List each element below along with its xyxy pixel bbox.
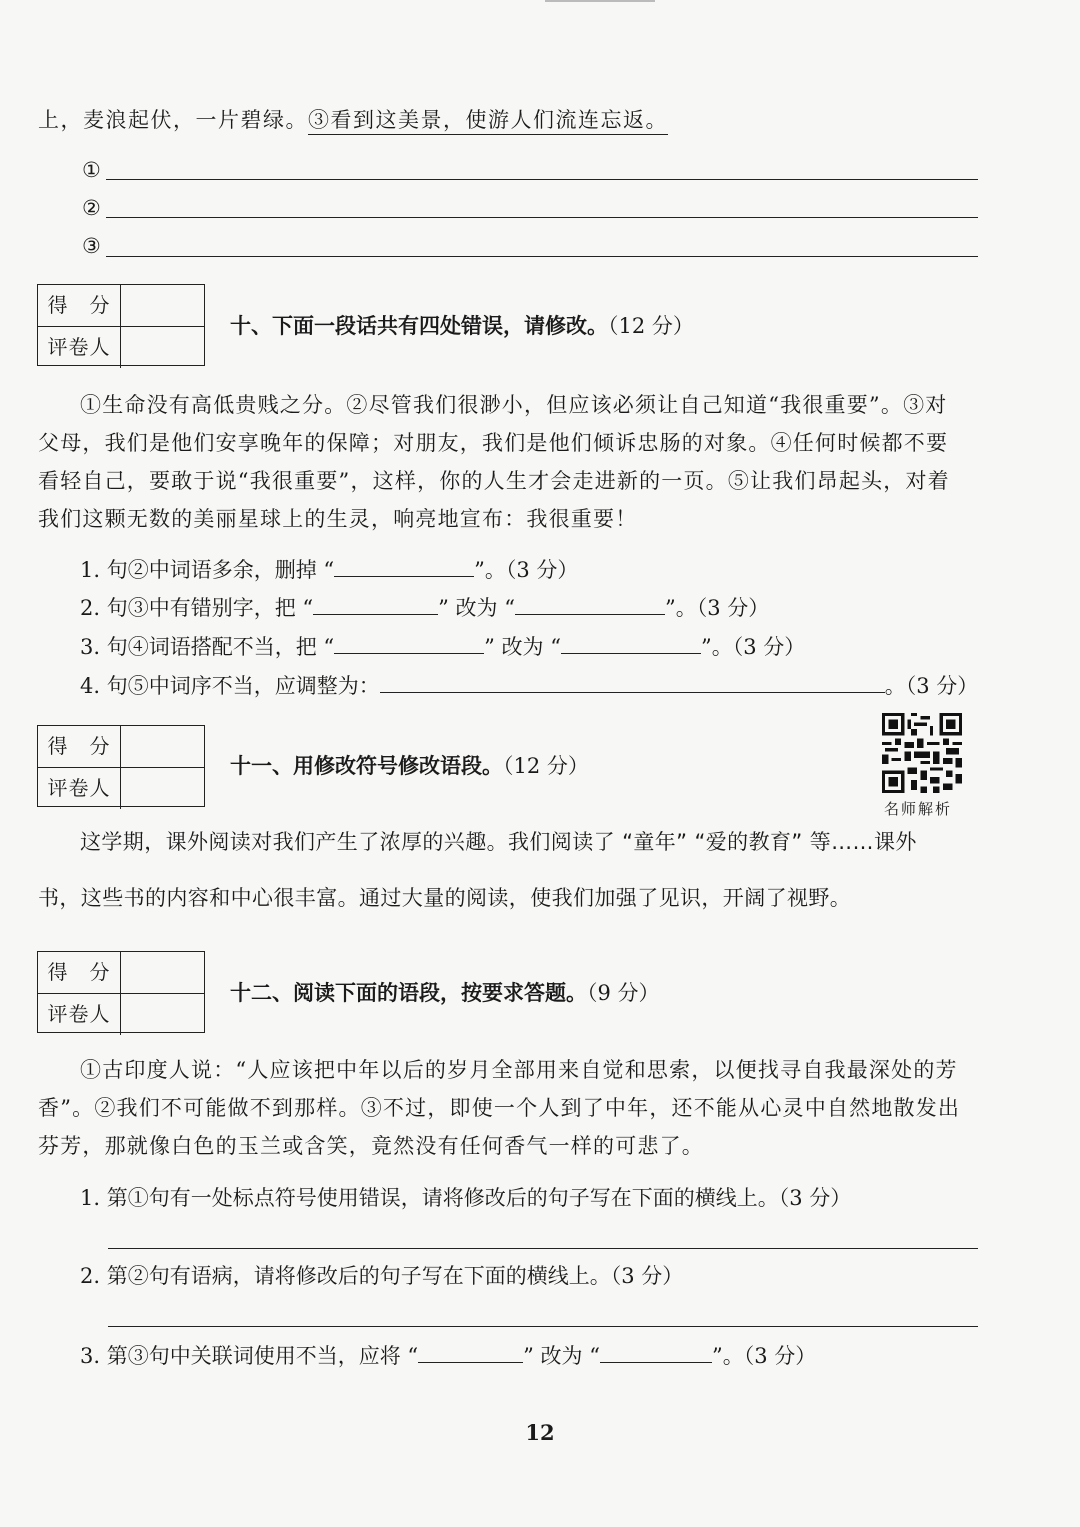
answer-line-3[interactable] xyxy=(106,256,978,257)
blank-input[interactable] xyxy=(418,1342,523,1363)
blank-input[interactable] xyxy=(515,594,665,615)
section-10-heading xyxy=(230,314,694,338)
intro-prefix: 上，麦浪起伏，一片碧绿。 xyxy=(38,108,308,132)
section-10-title: 十、下面一段话共有四处错误，请修改。 xyxy=(230,314,608,338)
intro-line xyxy=(38,108,668,132)
top-edge-mark xyxy=(545,0,655,2)
section-10-points: （12 分） xyxy=(608,314,694,338)
score-box-12 xyxy=(37,951,205,1033)
s12-answer-line-2[interactable] xyxy=(108,1326,978,1327)
paragraph-line: 父母，我们是他们安享晚年的保障；对朋友，我们是他们倾诉忠肠的对象。④任何时候都不要 xyxy=(38,431,949,455)
section-12-paragraph xyxy=(38,1051,978,1165)
s10-question-3: 3. 句④词语搭配不当，把 “ ” 改为 “ ”。（3 分） xyxy=(80,635,806,659)
s10-question-1: 1. 句②中词语多余，删掉 “ ”。（3 分） xyxy=(80,558,579,582)
qr-code-icon[interactable] xyxy=(882,713,962,793)
score-box-10 xyxy=(37,284,205,366)
section-11-title: 十一、用修改符号修改语段。 xyxy=(230,754,503,778)
blank-input[interactable] xyxy=(334,556,474,577)
qr-caption: 名师解析 xyxy=(884,800,953,818)
answer-line-label-2: ② xyxy=(82,196,101,220)
answer-line-1[interactable] xyxy=(106,179,978,180)
section-12-title: 十二、阅读下面的语段，按要求答题。 xyxy=(230,981,587,1005)
score-label: 得 分 xyxy=(38,952,121,993)
grader-label: 评卷人 xyxy=(38,994,121,1035)
score-label: 得 分 xyxy=(38,726,121,767)
section-12-points: （9 分） xyxy=(587,981,660,1005)
paragraph-line: 这学期，课外阅读对我们产生了浓厚的兴趣。我们阅读了 “童年” “爱的教育” 等……课外 xyxy=(80,830,917,854)
section-10-paragraph xyxy=(38,386,978,538)
blank-input[interactable] xyxy=(600,1342,712,1363)
intro-underlined: ③看到这美景，使游人们流连忘返。 xyxy=(308,108,668,135)
section-11-paragraph xyxy=(38,822,988,918)
paragraph-line: 看轻自己，要敢于说“我很重要”，这样，你的人生才会走进新的一页。⑤让我们昂起头，对着 xyxy=(38,469,950,493)
paragraph-line: 书，这些书的内容和中心很丰富。通过大量的阅读，使我们加强了见识，开阔了视野。 xyxy=(38,886,852,910)
grader-label: 评卷人 xyxy=(38,768,121,809)
score-box-11 xyxy=(37,725,205,807)
page-number: 12 xyxy=(525,1420,555,1445)
s10-question-4: 4. 句⑤中词序不当，应调整为： 。（3 分） xyxy=(80,674,979,698)
s12-question-3: 3. 第③句中关联词使用不当，应将 “ ” 改为 “ ”。（3 分） xyxy=(80,1344,817,1368)
paragraph-line: ①古印度人说：“人应该把中年以后的岁月全部用来自觉和思索，以便找寻自我最深处的芳 xyxy=(80,1058,958,1082)
paragraph-line: ①生命没有高低贵贱之分。②尽管我们很渺小，但应该必须让自己知道“我很重要”。③对 xyxy=(80,393,948,417)
grader-label: 评卷人 xyxy=(38,327,121,368)
s12-question-2: 2. 第②句有语病，请将修改后的句子写在下面的横线上。（3 分） xyxy=(80,1264,684,1288)
blank-input[interactable] xyxy=(561,633,701,654)
section-11-points: （12 分） xyxy=(503,754,589,778)
s12-answer-line-1[interactable] xyxy=(108,1248,978,1249)
paragraph-line: 香”。②我们不可能做不到那样。③不过，即使一个人到了中年，还不能从心灵中自然地散发出 xyxy=(38,1096,961,1120)
section-12-heading xyxy=(230,981,660,1005)
blank-input[interactable] xyxy=(334,633,484,654)
s12-question-1: 1. 第①句有一处标点符号使用错误，请将修改后的句子写在下面的横线上。（3 分） xyxy=(80,1186,852,1210)
blank-input[interactable] xyxy=(380,672,885,693)
section-11-heading xyxy=(230,754,589,778)
blank-input[interactable] xyxy=(313,594,438,615)
paragraph-line: 我们这颗无数的美丽星球上的生灵，响亮地宣布：我很重要！ xyxy=(38,507,638,531)
answer-line-label-3: ③ xyxy=(82,234,101,258)
s10-question-2: 2. 句③中有错别字，把 “ ” 改为 “ ”。（3 分） xyxy=(80,596,770,620)
score-label: 得 分 xyxy=(38,285,121,326)
answer-line-2[interactable] xyxy=(106,217,978,218)
answer-line-label-1: ① xyxy=(82,158,101,182)
paragraph-line: 芬芳，那就像白色的玉兰或含笑，竟然没有任何香气一样的可悲了。 xyxy=(38,1134,704,1158)
